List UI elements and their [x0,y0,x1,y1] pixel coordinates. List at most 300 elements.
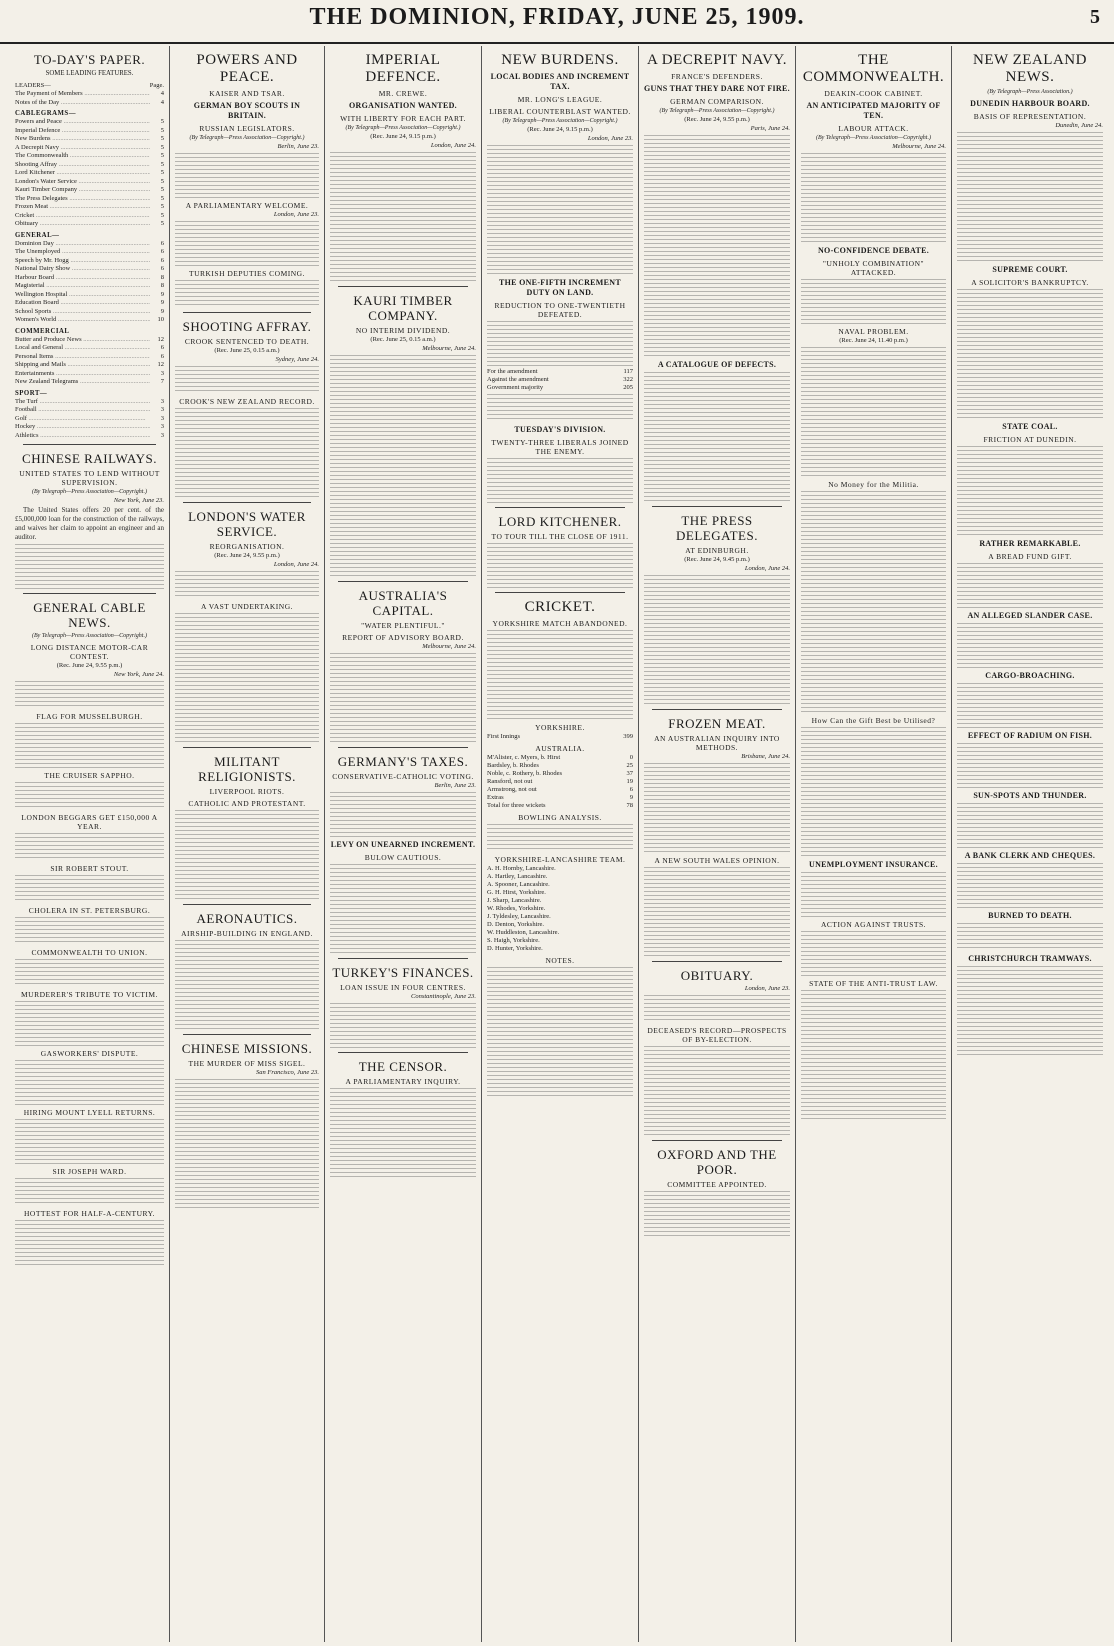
page-number: 5 [1090,6,1100,28]
text-block [801,990,946,1120]
team-member: D. Denton, Yorkshire. [487,921,545,928]
dateline: Sydney, June 24. [275,356,319,363]
contents-page: 7 [160,378,164,385]
article-subheading: FRANCE'S DEFENDERS. [671,72,763,81]
scorecard [487,754,633,810]
division-row [487,384,633,392]
article-subheading: FLAG FOR MUSSELBURGH. [36,712,143,721]
text-block [330,1088,476,1178]
article-subheading: EFFECT OF RADIUM ON FISH. [967,731,1093,740]
text-block [957,803,1103,848]
contents-row[interactable] [15,186,164,195]
dateline: Melbourne, June 24. [422,643,476,650]
contents-page: 8 [160,282,164,289]
contents-row[interactable] [15,178,164,187]
text-block [801,153,946,243]
contents-row[interactable] [15,135,164,144]
batsman: Bardsley, b. Rhodes [487,762,539,769]
text-block [15,1178,164,1206]
article-headline: CHINESE RAILWAYS. [22,451,157,466]
dateline: London, June 24. [430,142,476,149]
runs: 9 [629,794,633,801]
article-headline: FROZEN MEAT. [668,716,766,731]
article-subheading: SUPREME COURT. [992,265,1068,274]
contents-row[interactable] [15,291,164,300]
divider [495,592,625,593]
column-6 [796,46,952,1642]
contents-row[interactable] [15,378,164,387]
contents-label: National Dairy Show ..... [15,265,150,274]
article-headline: THE COMMONWEALTH. [802,52,945,85]
contents-row[interactable] [15,203,164,212]
contents-label: The Turf ..... [15,398,150,407]
text-block [330,487,476,577]
received-date: (Rec. June 24, 9.45 p.m.) [684,556,750,563]
contents-page: 6 [160,239,164,247]
article-subheading: WITH LIBERTY FOR EACH PART. [340,114,466,123]
article-subheading: AT EDINBURGH. [685,546,749,555]
team-member: J. Tyldesley, Lancashire. [487,913,551,920]
article-headline: NEW BURDENS. [501,52,619,68]
contents-page: 3 [160,369,164,377]
division-value: 205 [623,384,633,391]
article-subheading: THE MURDER OF MISS SIGEL. [188,1059,306,1068]
received-date: (Rec. June 25, 0.15 a.m.) [214,347,280,354]
contents-label: The Payment of Members ..... [15,90,150,99]
text-block [15,959,164,987]
column-5 [639,46,796,1642]
contents-row[interactable] [15,90,164,99]
article-subheading: A PARLIAMENTARY WELCOME. [185,201,309,210]
text-block [644,763,790,853]
contents-label: Notes of the Day ..... [15,99,150,108]
contents-label: Speech by Mr. Hogg ..... [15,257,150,266]
article-subheading: AN ALLEGED SLANDER CASE. [967,611,1093,620]
dateline: New York, June 23. [113,497,164,504]
article-headline: LONDON'S WATER SERVICE. [188,509,306,539]
contents-label: A Decrepit Navy ..... [15,144,150,153]
contents-label: London's Water Service ..... [15,178,150,187]
article-subheading: REPORT OF ADVISORY BOARD. [342,633,464,642]
contents-label: Golf ..... [15,415,150,424]
score-row [487,733,633,741]
text-block [957,446,1103,536]
article-headline: LORD KITCHENER. [498,514,622,529]
contents-page: 5 [160,118,164,125]
contents-page: 9 [160,299,164,306]
division-label: Government majority [487,384,544,391]
contents-row[interactable] [15,127,164,136]
dateline: Melbourne, June 24. [892,143,946,150]
contents-page: 5 [160,203,164,210]
contents-row[interactable] [15,220,164,229]
divider [183,502,311,503]
article-subheading: GUNS THAT THEY DARE NOT FIRE. [644,84,790,93]
article-subheading: BASIS OF REPRESENTATION. [973,112,1087,121]
article-headline: OXFORD AND THE POOR. [657,1147,777,1177]
divider [652,961,782,962]
score-row [487,786,633,794]
contents-row[interactable] [15,274,164,283]
article-subheading: REORGANISATION. [209,542,285,551]
batsman: Armstrong, not out [487,786,537,793]
text-block [175,940,319,1030]
text-block [487,145,633,275]
press-credit: (By Telegraph—Press Association.) [987,89,1073,95]
contents-page: 3 [160,423,164,430]
article-subheading: A CATALOGUE OF DEFECTS. [657,360,777,369]
contents-page: 10 [157,316,164,323]
contents-page: 5 [160,177,164,185]
article-subheading: SIR ROBERT STOUT. [50,864,129,873]
contents-row[interactable] [15,152,164,161]
article-subheading: A PARLIAMENTARY INQUIRY. [345,1077,461,1086]
contents-row[interactable] [15,282,164,291]
score-row [487,754,633,762]
received-date: (Rec. June 24, 11.40 p.m.) [839,337,908,344]
article-subheading: UNITED STATES TO LEND WITHOUT SUPERVISION. [19,469,160,487]
team-member: S. Haigh, Yorkshire. [487,937,540,944]
dateline: New York, June 24. [113,671,164,678]
article-subheading: No Money for the Militia. [828,480,919,489]
text-block [175,221,319,266]
division-row [487,376,633,384]
article-subheading: COMMITTEE APPOINTED. [667,1180,767,1189]
contents-page: 9 [160,290,164,298]
contents-row[interactable] [15,118,164,127]
contents-row[interactable] [15,344,164,353]
dateline: Paris, June 24. [750,125,790,132]
contents-row[interactable] [15,299,164,308]
article-subheading: NO-CONFIDENCE DEBATE. [817,246,930,255]
contents-page: 5 [160,135,164,142]
masthead [0,0,1114,44]
contents-label: Harbour Board ..... [15,274,150,283]
division-row [487,368,633,376]
article-subheading: CONSERVATIVE-CATHOLIC VOTING. [332,772,474,781]
contents-page: 12 [157,335,164,343]
contents-label: Obituary ..... [15,220,150,229]
contents-row[interactable] [15,308,164,317]
contents-row[interactable] [15,99,164,108]
article-headline: CRICKET. [524,599,596,615]
text-block [644,135,790,265]
article-subheading: LONG DISTANCE MOTOR-CAR CONTEST. [30,643,149,661]
contents-row[interactable] [15,248,164,257]
article-subheading: LEVY ON UNEARNED INCREMENT. [330,840,476,849]
contents-label: Lord Kitchener ..... [15,169,150,178]
contents-row[interactable] [15,257,164,266]
text-block [801,872,946,917]
press-credit: (By Telegraph—Press Association—Copyright.) [659,108,775,114]
leaders-label: LEADERS— [15,82,51,89]
score-row [487,794,633,802]
article-subheading: RATHER REMARKABLE. [979,539,1081,548]
score-row [487,762,633,770]
contents-label: School Sports ..... [15,308,150,317]
text-block [801,279,946,324]
contents-page: 6 [160,265,164,272]
article-subheading: LIVERPOOL RIOTS. [209,787,285,796]
division-label: Against the amendment [487,376,549,383]
text-block [957,966,1103,1056]
text-block [957,132,1103,262]
contents-label: Athletics ..... [15,432,150,441]
article-subheading: LOCAL BODIES AND INCREMENT TAX. [490,72,630,91]
contents-page: 5 [160,211,164,219]
article-subheading: TUESDAY'S DIVISION. [514,425,606,434]
text-block [330,653,476,743]
article-subheading: A VAST UNDERTAKING. [201,602,293,611]
leaders-header [15,81,164,90]
contents-row[interactable] [15,240,164,249]
contents-row[interactable] [15,398,164,407]
divider [652,709,782,710]
contents-label: Cricket ..... [15,212,150,221]
contents-page: 5 [160,194,164,202]
divider [338,1052,468,1053]
score-row [487,770,633,778]
article-subheading: A BANK CLERK AND CHEQUES. [964,851,1096,860]
team-member: A. H. Hornby, Lancashire. [487,865,556,872]
dateline: Constantinople, June 23. [411,993,476,1000]
batsman: Noble, c. Rothery, b. Rhodes [487,770,563,777]
total-value: 78 [626,802,633,809]
column-4 [482,46,639,1642]
text-block [957,563,1103,608]
text-block [15,681,164,709]
text-block [957,683,1103,728]
contents-label: Local and General ..... [15,344,150,353]
article-subheading: RUSSIAN LEGISLATORS. [199,124,295,133]
article-headline: SHOOTING AFFRAY. [182,319,312,334]
contents-list [15,69,164,440]
cablegrams-label: CABLEGRAMS— [15,110,77,117]
team-member: A. Spooner, Lancashire. [487,881,550,888]
press-credit: (By Telegraph—Press Association—Copyright.) [32,633,147,639]
article-headline: IMPERIAL DEFENCE. [365,52,441,85]
contents-row[interactable] [15,144,164,153]
text-block [801,491,946,621]
contents-label: New Burdens ..... [15,135,150,144]
received-date: (Rec. June 24, 9.15 p.m.) [527,126,593,133]
contents-row[interactable] [15,361,164,370]
article-headline: TURKEY'S FINANCES. [332,965,474,980]
text-block [487,630,633,720]
text-block [330,152,476,282]
divider [23,444,156,445]
text-block [15,544,164,589]
article-subheading: KAISER AND TSAR. [209,89,285,98]
text-block [487,543,633,588]
text-block [15,875,164,903]
text-block [330,1003,476,1048]
article-subheading: DECEASED'S RECORD—PROSPECTS OF BY-ELECTION. [647,1026,787,1044]
text-block [175,153,319,198]
contents-page: 5 [160,160,164,168]
text-block [801,347,946,477]
text-block [957,623,1103,668]
text-block [15,917,164,945]
contents-page: 5 [160,143,164,151]
text-block [175,1079,319,1209]
divider [183,747,311,748]
article-headline: OBITUARY. [680,968,754,983]
article-subheading: GERMAN BOY SCOUTS IN BRITAIN. [193,101,301,120]
contents-row[interactable] [15,265,164,274]
received-date: (Rec. June 24, 9.55 p.m.) [214,552,280,559]
column-2 [170,46,325,1642]
article-subheading: AN AUSTRALIAN INQUIRY INTO METHODS. [654,734,780,752]
article-subheading: NAVAL PROBLEM. [838,327,909,336]
article-subheading: STATE OF THE ANTI-TRUST LAW. [809,979,938,988]
article-subheading: CARGO-BROACHING. [985,671,1075,680]
article-headline: GERMANY'S TAXES. [337,754,469,769]
contents-page: 5 [160,220,164,227]
contents-label: Kauri Timber Company ..... [15,186,150,195]
sport-label: SPORT— [15,389,48,397]
text-block [175,280,319,308]
article-subheading: YORKSHIRE-LANCASHIRE TEAM. [494,855,626,864]
batsman: Ransford, not out [487,778,533,785]
total-label: Total for three wickets [487,802,546,809]
masthead-title: THE DOMINION, FRIDAY, JUNE 25, 1909. [309,4,805,30]
text-block [487,824,633,852]
dateline: London, June 23. [273,211,319,218]
article-headline: A DECREPIT NAVY. [646,52,788,68]
article-subheading: LIBERAL COUNTERBLAST WANTED. [489,107,631,116]
divider [183,904,311,905]
contents-label: Entertainments ..... [15,370,150,379]
article-subheading: How Can the Gift Best be Utilised? [811,716,936,725]
article-subheading: SUN-SPOTS AND THUNDER. [973,791,1087,800]
text-block [644,267,790,357]
text-block [644,1046,790,1136]
press-credit: (By Telegraph—Press Association—Copyright.) [502,118,618,124]
text-block [801,931,946,976]
text-block [15,833,164,861]
contents-row[interactable] [15,423,164,432]
scorecard-team: YORKSHIRE. [535,723,585,732]
text-block [175,613,319,743]
article-subheading: BURNED TO DEATH. [988,911,1072,920]
contents-label: The Press Delegates ..... [15,195,150,204]
team-member: D. Hunter, Yorkshire. [487,945,543,952]
contents-page: 3 [160,431,164,439]
runs: 6 [629,786,633,793]
batsman: M'Alister, c. Myers, b. Hirst [487,754,561,761]
score-total-row [487,802,633,810]
text-block [644,575,790,705]
text-block [957,923,1103,951]
divider [183,312,311,313]
column-3 [325,46,482,1642]
contents-row[interactable] [15,406,164,415]
article-subheading: STATE COAL. [1002,422,1058,431]
text-block [15,1060,164,1105]
article-subheading: A BREAD FUND GIFT. [988,552,1072,561]
contents-page: 6 [160,352,164,360]
article-subheading: A SOLICITOR'S BANKRUPTCY. [971,278,1089,287]
contents-page: 5 [160,126,164,134]
article-headline: THE CENSOR. [358,1059,448,1074]
contents-label: The Unemployed ..... [15,248,150,257]
article-subheading: HOTTEST FOR HALF-A-CENTURY. [24,1209,155,1218]
team-member: W. Huddleston, Lancashire. [487,929,560,936]
text-block [15,1119,164,1164]
article-headline: POWERS AND PEACE. [196,52,298,85]
article-headline: MILITANT RELIGIONISTS. [198,754,296,784]
received-date: (Rec. June 24, 9.15 p.m.) [370,133,436,140]
contents-row[interactable] [15,370,164,379]
text-block [330,792,476,837]
press-credit: (By Telegraph—Press Association—Copyright.) [189,135,305,141]
article-subheading: ORGANISATION WANTED. [349,101,457,110]
article-subheading: NO INTERIM DIVIDEND. [355,326,451,335]
contents-label: Women's World ..... [15,316,150,325]
dateline: Dunedin, June 24. [1055,122,1103,129]
team-list [487,865,633,953]
column-1 [10,46,170,1642]
contents-row[interactable] [15,161,164,170]
article-headline: KAURI TIMBER COMPANY. [353,293,453,323]
contents-page: 5 [160,186,164,193]
contents-row[interactable] [15,353,164,362]
contents-row[interactable] [15,212,164,221]
article-subheading: THE ONE-FIFTH INCREMENT DUTY ON LAND. [498,278,622,297]
contents-page: 6 [160,256,164,264]
dateline: Brisbane, June 24. [741,753,790,760]
dateline: Melbourne, June 24. [422,345,476,352]
contents-page: 5 [160,152,164,159]
contents-page: 3 [160,397,164,405]
article-subheading: YORKSHIRE MATCH ABANDONED. [492,619,628,628]
batsman: Extras [487,794,504,801]
article-subheading: AIRSHIP-BUILDING IN ENGLAND. [181,929,313,938]
contents-row[interactable] [15,316,164,325]
article-headline: THE PRESS DELEGATES. [676,513,758,543]
dateline: San Francisco, June 23. [255,1069,319,1076]
leading-features-heading: SOME LEADING FEATURES. [45,70,134,77]
article-subheading: NOTES. [545,956,575,965]
divider [23,593,156,594]
article-subheading: GASWORKERS' DISPUTE. [40,1049,139,1058]
article-subheading: TURKISH DEPUTIES COMING. [189,269,305,278]
received-date: (Rec. June 24, 9.55 p.m.) [56,662,123,669]
article-headline: GENERAL CABLE NEWS. [33,600,146,630]
received-date: (Rec. June 25, 0.15 a.m.) [370,336,436,343]
general-label: GENERAL— [15,231,60,239]
text-block [644,372,790,502]
contents-label: Shipping and Mails ..... [15,361,150,370]
text-block [175,571,319,599]
contents-row[interactable] [15,195,164,204]
contents-row[interactable] [15,432,164,441]
text-block [330,355,476,485]
text-block [957,743,1103,788]
contents-row[interactable] [15,336,164,345]
runs: 0 [629,754,633,761]
divider [652,1140,782,1141]
text-block [801,727,946,857]
contents-page: 6 [160,344,164,351]
article-subheading: CROOK'S NEW ZEALAND RECORD. [179,397,315,406]
article-subheading: "UNHOLY COMBINATION" ATTACKED. [822,259,925,277]
contents-row[interactable] [15,415,164,424]
contents-row[interactable] [15,169,164,178]
article-subheading: UNEMPLOYMENT INSURANCE. [809,860,938,869]
division-value: 322 [623,376,633,383]
